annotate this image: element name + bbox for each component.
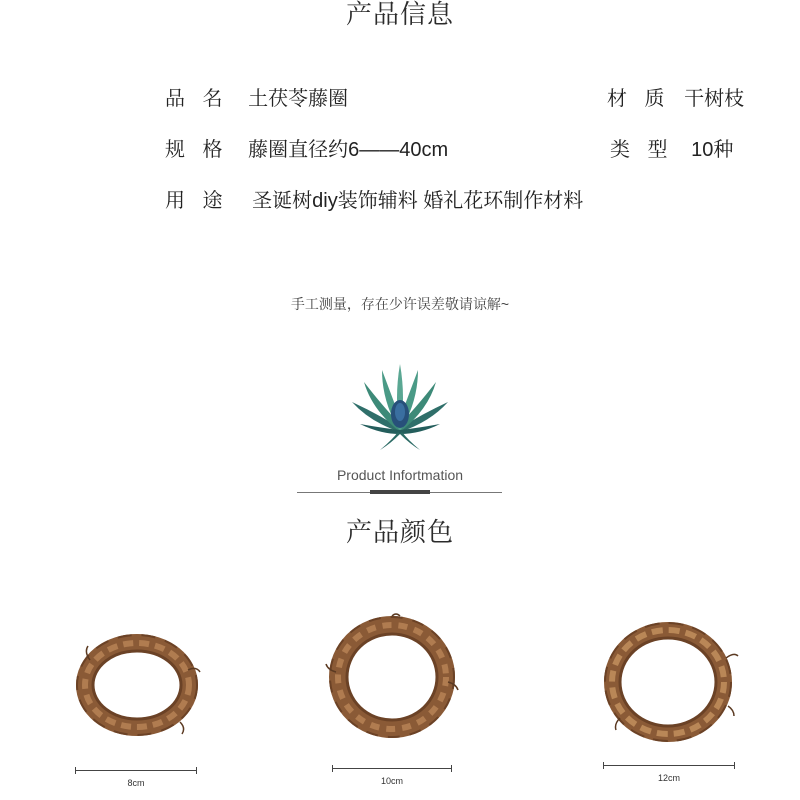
- product-information-caption: Product Infortmation: [336, 467, 464, 483]
- spec-size-label: 规 格: [165, 139, 229, 161]
- divider-accent: [370, 490, 430, 494]
- spec-use-value: 圣诞树diy装饰辅料 婚礼花环制作材料: [252, 190, 584, 212]
- size-bar-12cm: [603, 765, 735, 766]
- spec-row-name: [165, 82, 348, 111]
- spec-name-value: 土茯苓藤圈: [248, 88, 349, 110]
- size-bar-10cm: [332, 768, 452, 769]
- spec-material-label: 材 质: [607, 88, 671, 110]
- agave-plant-icon: [350, 362, 450, 452]
- colors-section-title: 产品颜色: [345, 517, 454, 547]
- spec-row-use: [165, 184, 583, 213]
- size-label-8cm: 8cm: [127, 778, 145, 788]
- size-bar-8cm: [75, 770, 197, 771]
- spec-use-label: 用 途: [165, 190, 229, 212]
- wreath-image-12cm: [600, 618, 740, 748]
- page-title: 产品信息: [345, 0, 454, 29]
- spec-name-label: 品 名: [165, 88, 229, 110]
- measurement-note: 手工测量，存在少许误差敬请谅解~: [290, 296, 510, 312]
- spec-row-size: [165, 133, 448, 162]
- wreath-image-8cm: [70, 630, 205, 740]
- spec-size-value: 藤圈直径约6——40cm: [248, 139, 449, 161]
- spec-type-value: 10种: [691, 139, 734, 161]
- spec-type-label: 类 型: [610, 139, 674, 161]
- size-label-10cm: 10cm: [380, 776, 403, 786]
- spec-material-value: 干树枝: [684, 88, 745, 110]
- spec-row-material: [607, 82, 744, 111]
- wreath-image-10cm: [322, 612, 462, 742]
- size-label-12cm: 12cm: [657, 773, 680, 783]
- spec-row-type: [610, 133, 733, 162]
